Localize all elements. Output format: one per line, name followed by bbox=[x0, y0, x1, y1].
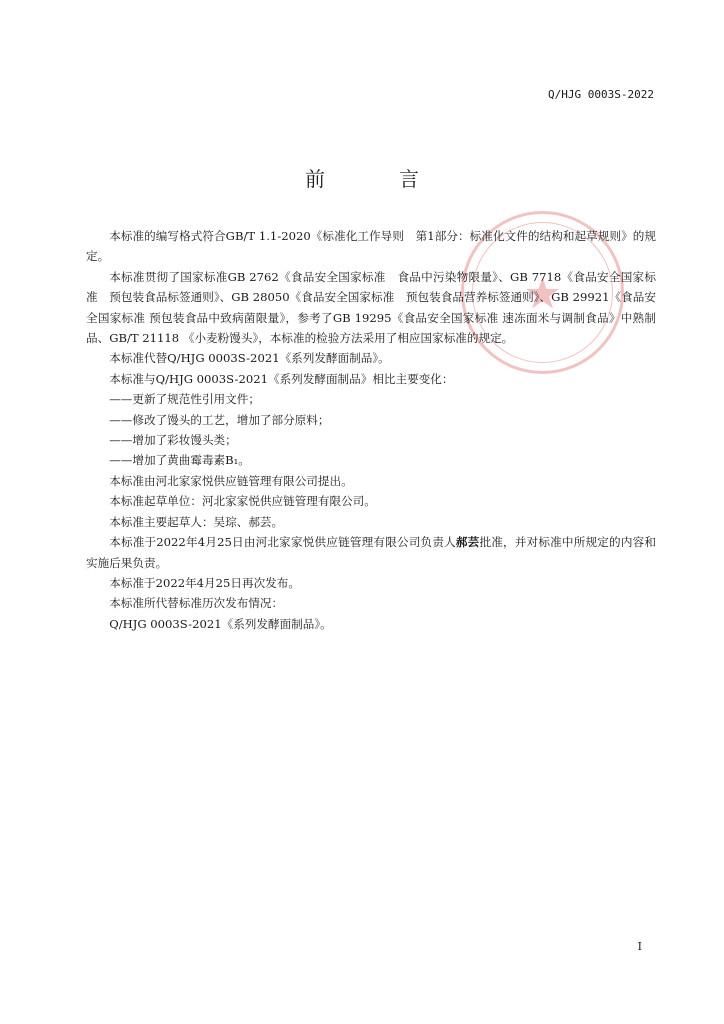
paragraph: 本标准于2022年4月25日再次发布。 bbox=[109, 575, 300, 590]
approver-name: 郝芸 bbox=[455, 535, 480, 550]
paragraph: 本标准所代替标准历次发布情况： bbox=[109, 596, 284, 611]
page-title bbox=[0, 163, 724, 192]
paragraph: 本标准的编写格式符合GB/T 1.1-2020《标准化工作导则 第1部分：标准化文件的结构和起草规则》的规定。 bbox=[86, 229, 656, 264]
approval-text-b: 批准，并对标准中所规定的内容和实施后果负责。 bbox=[86, 535, 656, 570]
change-item: ——增加了彩妆馒头类； bbox=[109, 433, 237, 448]
paragraph: 本标准由河北家家悦供应链管理有限公司提出。 bbox=[109, 473, 353, 488]
paragraph: 本标准起草单位：河北家家悦供应链管理有限公司。 bbox=[109, 494, 376, 509]
paragraph: 本标准贯彻了国家标准GB 2762《食品安全国家标准 食品中污染物限量》、GB 7718《食品安全国家标准 预包装食品标签通则》、GB 28050《食品安全国家标准 预包装食品营养标签通则》、GB 29921《食品安全国家标准 预包装食品中致病菌限量》，参考了GB 19295《食品安全国家标准 速冻面米与调制食品》中熟制品、GB/T 21118 《小麦粉馒头》，本标准的检验方法采用了相应国家标准的规定。 bbox=[86, 269, 656, 346]
preface-body bbox=[86, 226, 656, 634]
title-char-2: 言 bbox=[399, 167, 419, 191]
change-item: ——更新了规范性引用文件； bbox=[109, 392, 260, 407]
paragraph: Q/HJG 0003S-2021《系列发酵面制品》。 bbox=[109, 616, 332, 631]
change-item: ——修改了馒头的工艺，增加了部分原料； bbox=[109, 412, 330, 427]
paragraph: 本标准与Q/HJG 0003S-2021《系列发酵面制品》相比主要变化： bbox=[109, 371, 454, 386]
title-char-1: 前 bbox=[305, 167, 325, 191]
paragraph: 本标准代替Q/HJG 0003S-2021《系列发酵面制品》。 bbox=[109, 351, 390, 366]
approval-paragraph bbox=[86, 532, 656, 573]
page-number: I bbox=[637, 940, 642, 953]
approval-text-a: 本标准于2022年4月25日由河北家家悦供应链管理有限公司负责人 bbox=[109, 535, 456, 550]
paragraph: 本标准主要起草人：吴琮、郝芸。 bbox=[109, 514, 284, 529]
standard-number: Q/HJG 0003S-2022 bbox=[548, 88, 654, 101]
change-item: ——增加了黄曲霉毒素B₁。 bbox=[109, 453, 250, 468]
